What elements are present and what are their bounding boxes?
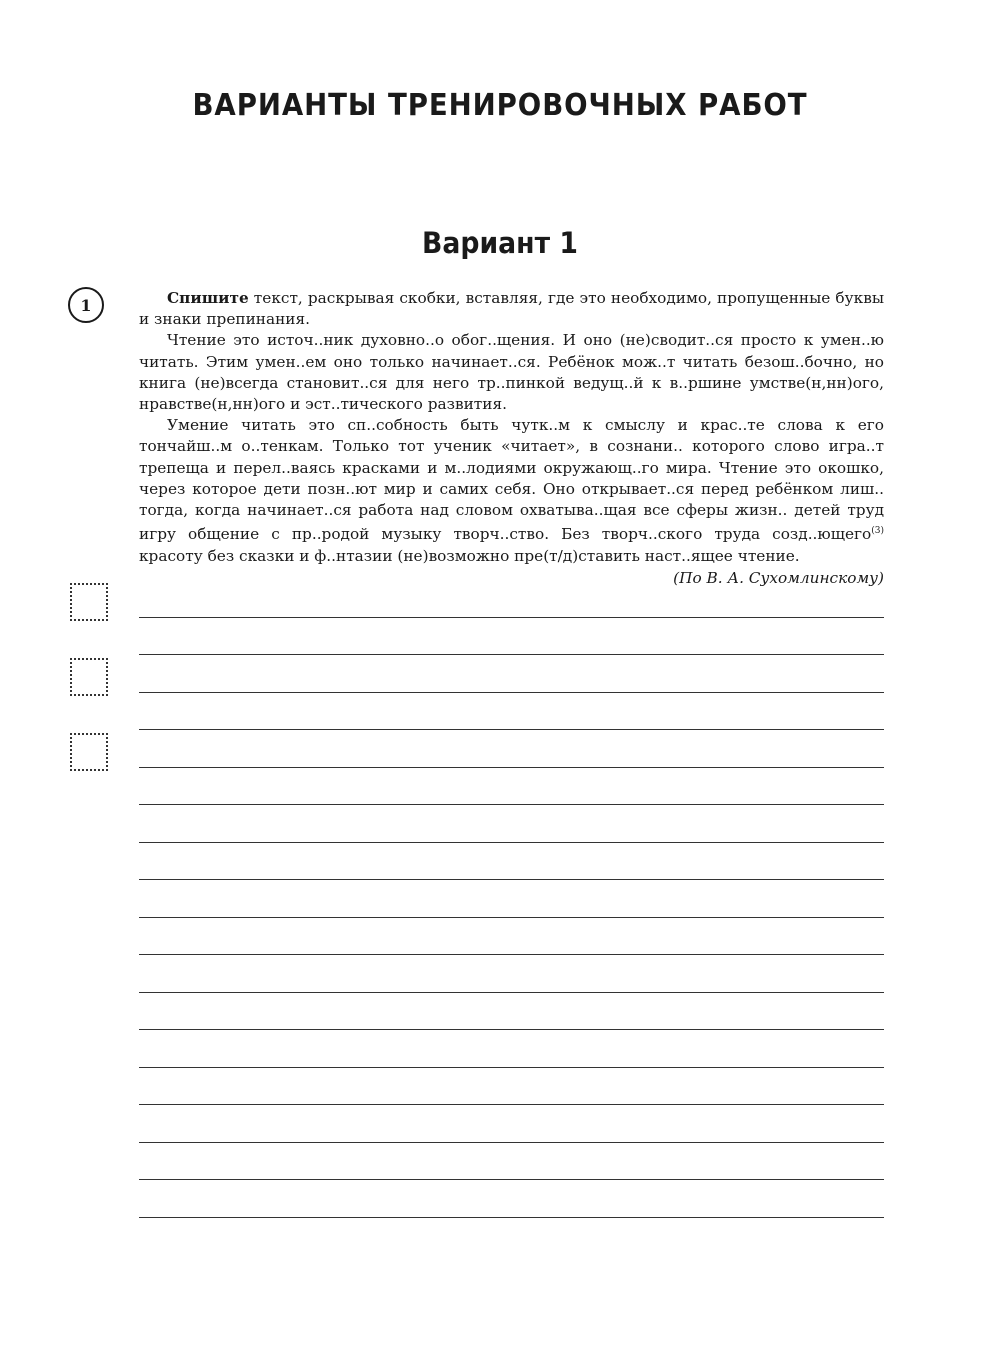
score-box-3[interactable] bbox=[70, 733, 108, 771]
score-box-2[interactable] bbox=[70, 658, 108, 696]
answer-line[interactable] bbox=[139, 879, 884, 880]
footnote-superscript: (3) bbox=[871, 526, 884, 537]
text-paragraph-2 bbox=[139, 415, 884, 567]
task-number-badge bbox=[68, 287, 104, 323]
answer-line[interactable] bbox=[139, 842, 884, 843]
answer-line[interactable] bbox=[139, 917, 884, 918]
answer-line[interactable] bbox=[139, 954, 884, 955]
score-box-1[interactable] bbox=[70, 583, 108, 621]
paragraph-2-part-2: красоту без сказки и ф..нтазии (не)возможно пре(т/д)ставить наст..ящее чтение. bbox=[139, 546, 800, 565]
task-number: 1 bbox=[80, 295, 92, 315]
paragraph-2-part-1: Умение читать это сп..собность быть чутк..м к смыслу и крас..те слова к его тончайш..м о..тенкам. Только тот ученик «читает», в сознани.. которого слово игра..т трепеща и перел..ваясь красками и м..лодиями окружающ..го мира. Чтение это окошко, через которое дети позн..ют мир и самих себя. Оно открывает..ся перед ребёнком лиш.. тогда, когда начинает..ся работа над словом охватыва..щая все сферы жизн.. детей труд игру общение с пр..родой музыку творч..ство. Без творч..ского труда созд..ющего bbox=[139, 416, 884, 544]
instruction-rest: текст, раскрывая скобки, вставляя, где это необходимо, пропущенные буквы и знаки препинания. bbox=[139, 289, 884, 329]
answer-line[interactable] bbox=[139, 654, 884, 655]
task-instruction bbox=[139, 288, 884, 330]
answer-line[interactable] bbox=[139, 804, 884, 805]
answer-line[interactable] bbox=[139, 1142, 884, 1143]
answer-line[interactable] bbox=[139, 692, 884, 693]
answer-line[interactable] bbox=[139, 1217, 884, 1218]
answer-line[interactable] bbox=[139, 1104, 884, 1105]
answer-line[interactable] bbox=[139, 617, 884, 618]
answer-line[interactable] bbox=[139, 1179, 884, 1180]
section-title: ВАРИАНТЫ ТРЕНИРОВОЧНЫХ РАБОТ bbox=[192, 88, 808, 123]
variant-title: Вариант 1 bbox=[422, 226, 578, 260]
answer-line[interactable] bbox=[139, 992, 884, 993]
answer-line[interactable] bbox=[139, 767, 884, 768]
task-text bbox=[139, 288, 884, 589]
instruction-bold: Спишите bbox=[167, 289, 249, 307]
answer-line[interactable] bbox=[139, 1029, 884, 1030]
text-paragraph-1: Чтение это источ..ник духовно..о обог..щения. И оно (не)сводит..ся просто к умен..ю читать. Этим умен..ем оно только начинает..ся. Ребёнок мож..т читать безош..бочно, но книга (не)всегда становит..ся для него тр..пинкой ведущ..й к в..ршине умстве(н,нн)ого, нравстве(н,нн)ого и эст..тического развития. bbox=[139, 331, 884, 414]
answer-line[interactable] bbox=[139, 729, 884, 730]
attribution: (По В. А. Сухомлинскому) bbox=[673, 568, 884, 587]
answer-line[interactable] bbox=[139, 1067, 884, 1068]
